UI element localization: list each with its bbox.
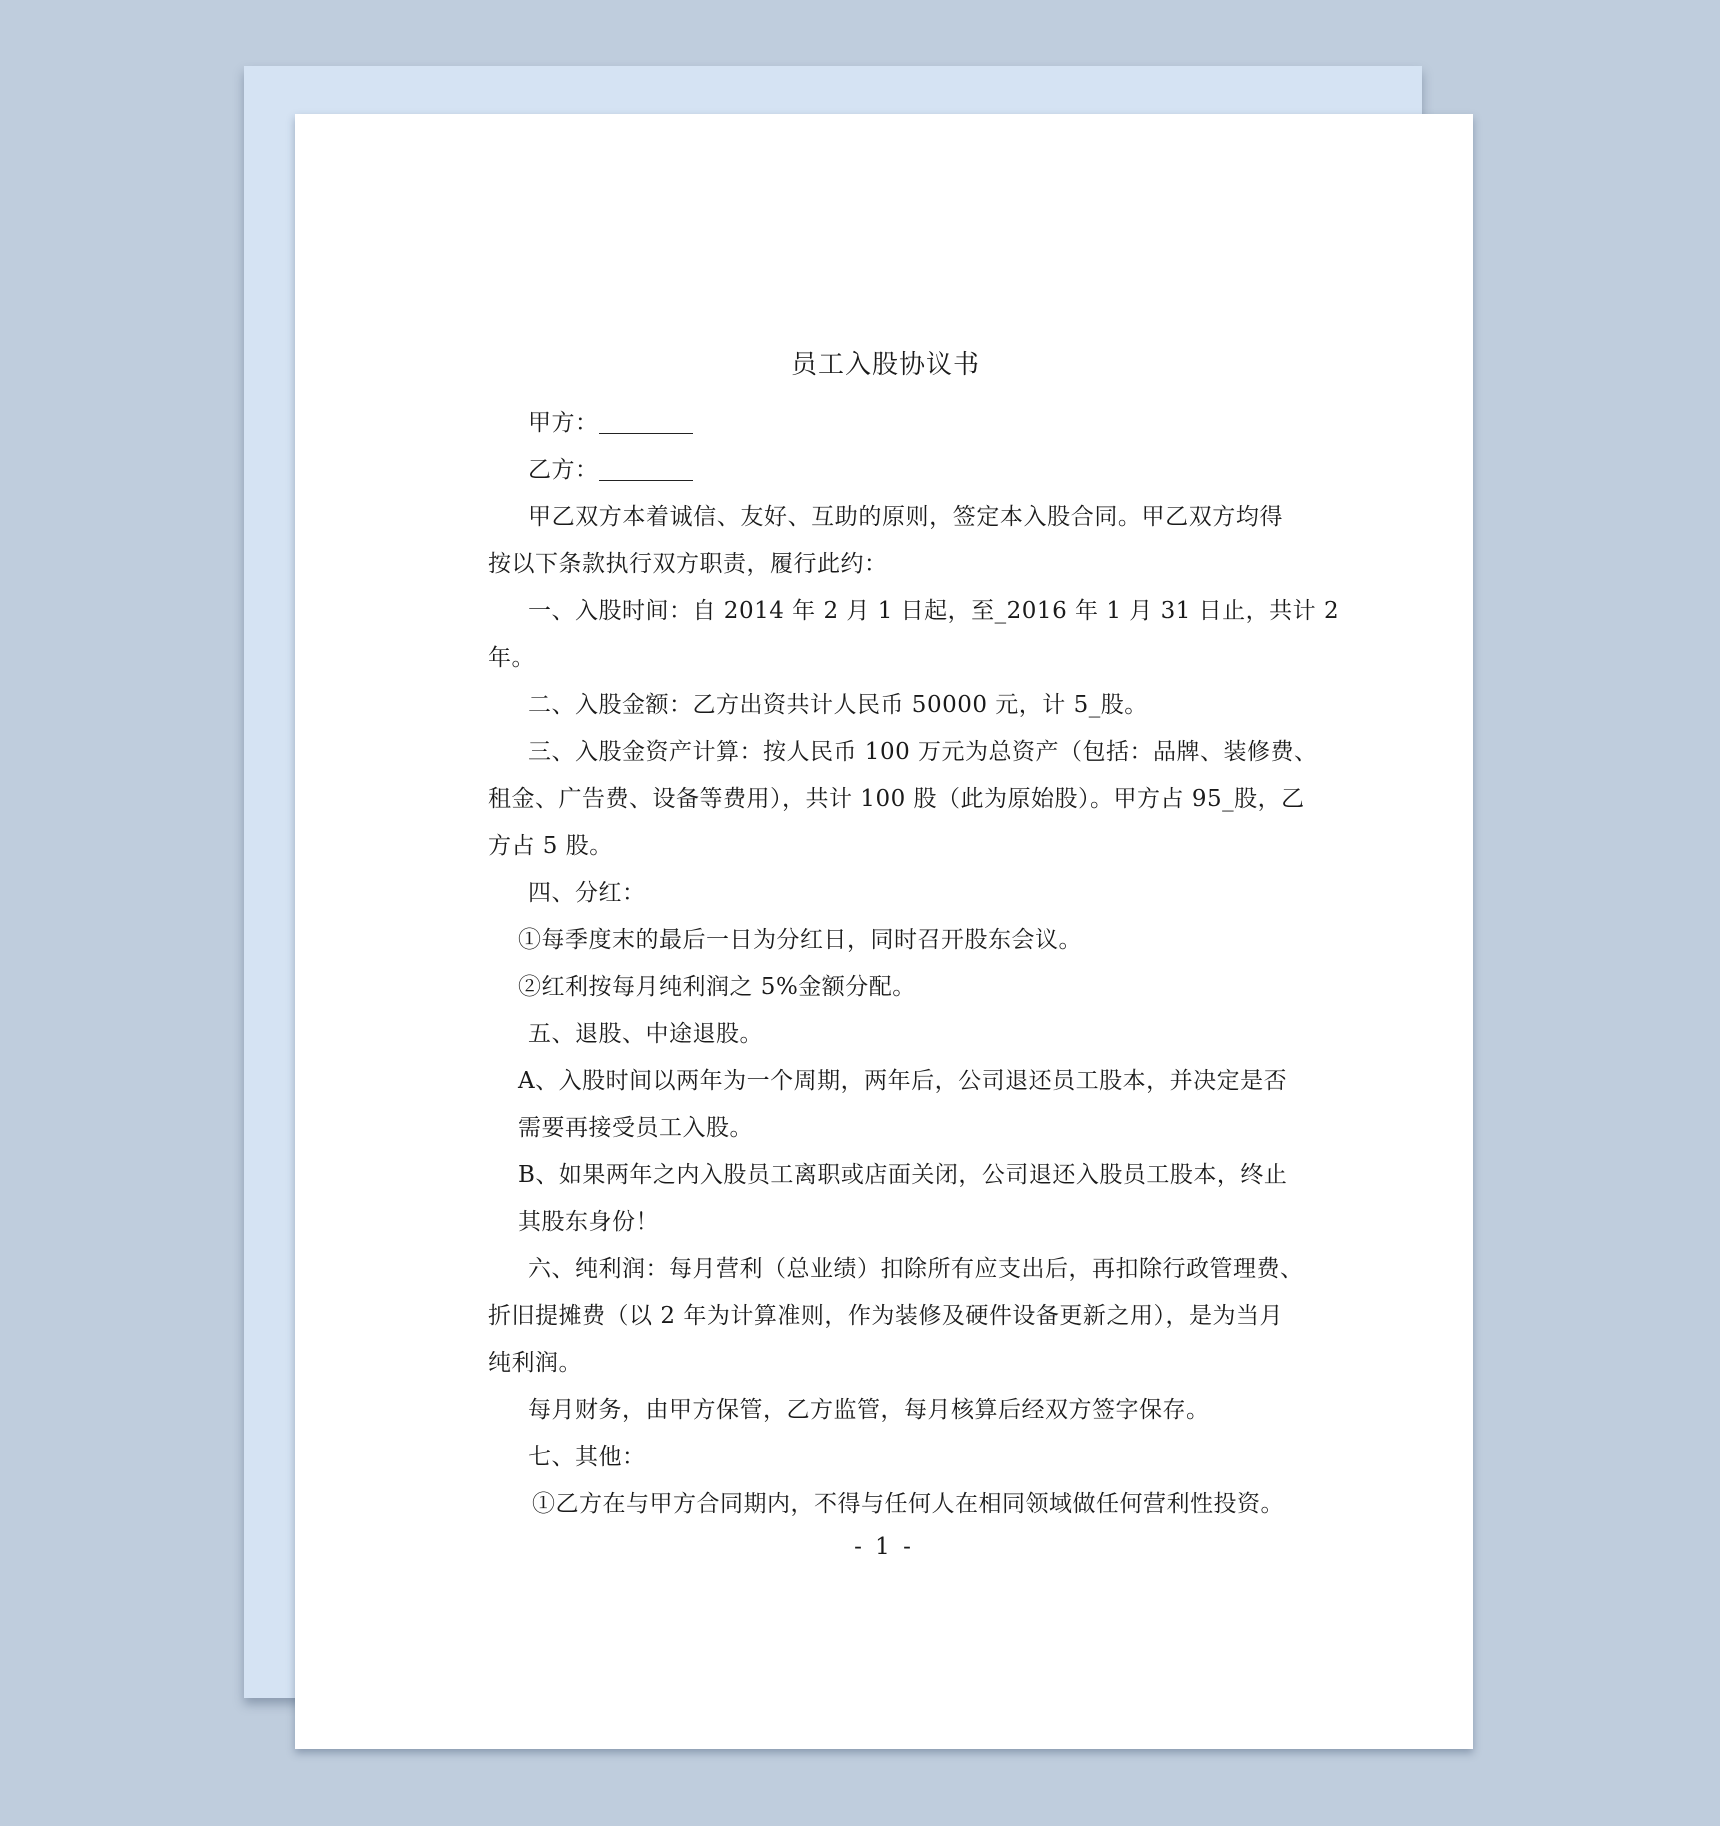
clause-3-line-3: 方占 5 股。	[488, 833, 613, 859]
clause-6-line-3: 纯利润。	[488, 1350, 582, 1376]
page-number: - 1 -	[854, 1534, 914, 1560]
clause-5-item-a-line-1: A、入股时间以两年为一个周期，两年后，公司退还员工股本，并决定是否	[518, 1068, 1288, 1094]
clause-6-line-1: 六、纯利润：每月营利（总业绩）扣除所有应支出后，再扣除行政管理费、	[528, 1256, 1304, 1282]
clause-5-item-b-line-1: B、如果两年之内入股员工离职或店面关闭，公司退还入股员工股本，终止	[518, 1162, 1288, 1188]
clause-3-line-2: 租金、广告费、设备等费用），共计 100 股（此为原始股）。甲方占 95_股，乙	[488, 786, 1305, 812]
preamble-line-1: 甲乙双方本着诚信、友好、互助的原则，签定本入股合同。甲乙双方均得	[528, 504, 1283, 530]
party-b-line	[488, 447, 1283, 494]
party-b-label: 乙方：	[528, 457, 599, 483]
party-b-blank	[599, 454, 693, 481]
preamble-line-2: 按以下条款执行双方职责，履行此约：	[488, 551, 888, 577]
clause-1-line-1: 一、入股时间：自 2014 年 2 月 1 日起，至_2016 年 1 月 31 日止，共计 2	[528, 598, 1340, 624]
clause-5-item-a-line-2: 需要再接受员工入股。	[518, 1115, 753, 1141]
party-a-label: 甲方：	[528, 410, 599, 436]
clause-2-line: 二、入股金额：乙方出资共计人民币 50000 元，计 5_股。	[528, 692, 1148, 718]
clause-5-heading: 五、退股、中途退股。	[528, 1021, 763, 1047]
clause-6-line-2: 折旧提摊费（以 2 年为计算准则，作为装修及硬件设备更新之用），是为当月	[488, 1303, 1283, 1329]
clause-7-heading: 七、其他：	[528, 1444, 646, 1470]
document-body	[488, 350, 1340, 1528]
party-a-blank	[599, 407, 693, 434]
party-a-line	[488, 400, 1283, 447]
clause-5-item-b-line-2: 其股东身份！	[518, 1209, 659, 1235]
document-page	[295, 114, 1473, 1749]
finance-note-line: 每月财务，由甲方保管，乙方监管，每月核算后经双方签字保存。	[528, 1397, 1210, 1423]
clause-1-line-2: 年。	[488, 645, 535, 671]
clause-7-item-1: ①乙方在与甲方合同期内，不得与任何人在相同领域做任何营利性投资。	[532, 1491, 1284, 1517]
clause-4-item-1: ①每季度末的最后一日为分红日，同时召开股东会议。	[518, 927, 1082, 953]
clause-4-item-2: ②红利按每月纯利润之 5%金额分配。	[518, 974, 916, 1000]
clause-3-line-1: 三、入股金资产计算：按人民币 100 万元为总资产（包括：品牌、装修费、	[528, 739, 1318, 765]
document-title: 员工入股协议书	[790, 350, 980, 380]
clause-4-heading: 四、分红：	[528, 880, 646, 906]
